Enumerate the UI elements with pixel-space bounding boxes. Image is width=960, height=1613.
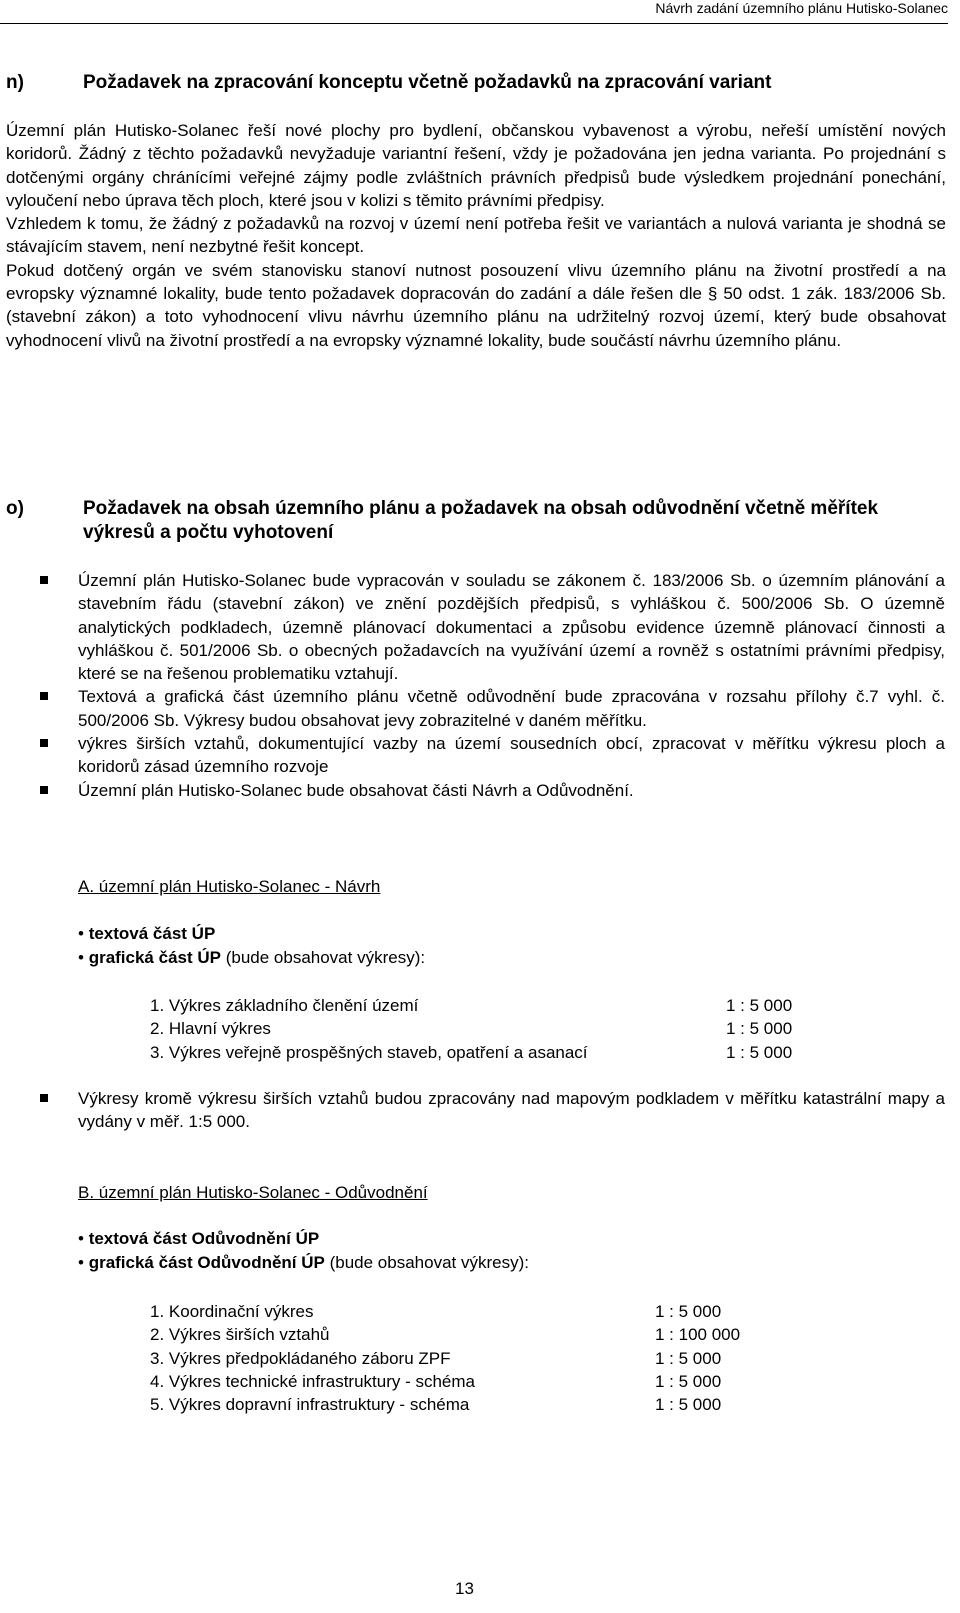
drawing-scale: 1 : 5 000 bbox=[655, 1395, 722, 1415]
list-item: Územní plán Hutisko-Solanec bude vypracován v souladu se zákonem č. 183/2006 Sb. o územním plánování a stavebním řádu (stavební zákon) ve znění pozdějších předpisů, s vyhláškou č. 500/2006 Sb. O územně analytických podkladech, územně plánovací dokumentaci a způsobu evidence územně plánovací činnosti a vyhláškou č. 501/2006 Sb. o obecných požadavcích na využívání území a rovněž s ostatními právními předpisy, které se na řešenou problematiku vztahují. bbox=[40, 569, 945, 685]
requirements-list bbox=[40, 569, 945, 802]
square-bullet-icon bbox=[40, 1094, 48, 1102]
list-item: Výkresy kromě výkresu širších vztahů budou zpracovány nad mapovým podkladem v měřítku katastrální mapy a vydány v měř. 1:5 000. bbox=[40, 1087, 945, 1134]
drawing-scale: 1 : 100 000 bbox=[655, 1325, 741, 1345]
section-n-title: Požadavek na zpracování konceptu včetně požadavků na zpracování variant bbox=[83, 72, 772, 93]
drawing-scale: 1 : 5 000 bbox=[655, 1302, 722, 1321]
section-o-mark: o) bbox=[6, 498, 24, 519]
drawing-name: 2. Výkres širších vztahů bbox=[150, 1325, 330, 1345]
drawing-name: 4. Výkres technické infrastruktury - schéma bbox=[150, 1371, 476, 1391]
table-row bbox=[150, 1370, 740, 1393]
running-header bbox=[0, 0, 948, 24]
drawing-scale: 1 : 5 000 bbox=[655, 1348, 722, 1368]
table-row bbox=[150, 1323, 740, 1346]
section-n-heading bbox=[6, 71, 951, 95]
table-row bbox=[150, 1041, 792, 1064]
paragraph: Územní plán Hutisko-Solanec řeší nové plochy pro bydlení, občanskou vybavenost a výrobu, neřeší umístění nových koridorů. Žádný z těchto požadavků nevyžaduje variantní řešení, vždy je požadována jen jedna varianta. Po projednání s dotčenými orgány chránícími veřejné zájmy podle zvláštních právních předpisů bude výsledkem projednání ponechání, vyloučení nebo úprava těch ploch, které jsou v kolizi s těmito právními předpisy. bbox=[6, 121, 946, 210]
drawing-name: 5. Výkres dopravní infrastruktury - schéma bbox=[150, 1395, 470, 1415]
drawing-name: 2. Hlavní výkres bbox=[150, 1019, 271, 1039]
page-number: 13 bbox=[455, 1579, 474, 1598]
paragraph: Pokud dotčený orgán ve svém stanovisku stanoví nutnost posouzení vlivu územního plánu na životní prostředí a na evropsky významné lokality, bude tento požadavek dopracován do zadání a dále řešen dle § 50 odst. 1 zák. 183/2006 Sb. (stavební zákon) a toto vyhodnocení vlivu návrhu územního plánu na udržitelný rozvoj území, který bude obsahovat vyhodnocení vlivů na životní prostředí a na evropsky významné lokality, bude součástí návrhu územního plánu. bbox=[6, 260, 946, 350]
drawing-scale: 1 : 5 000 bbox=[655, 1371, 722, 1391]
drawing-scale: 1 : 5 000 bbox=[726, 996, 793, 1015]
square-bullet-icon bbox=[40, 739, 48, 747]
table-row bbox=[150, 1393, 740, 1416]
list-item: • textová část Odůvodnění ÚP bbox=[78, 1229, 320, 1248]
drawing-name: 3. Výkres veřejně prospěšných staveb, opatření a asanací bbox=[150, 1042, 588, 1062]
header-title: Návrh zadání územního plánu Hutisko-Solanec bbox=[655, 0, 948, 16]
list-item: Textová a grafická část územního plánu včetně odůvodnění bude zpracována v rozsahu přílohy č.7 vyhl. č. 500/2006 Sb. Výkresy budou obsahovat jevy zobrazitelné v daném měřítku. bbox=[40, 685, 945, 732]
list-item: • grafická část ÚP (bude obsahovat výkresy): bbox=[78, 947, 426, 967]
drawing-scale: 1 : 5 000 bbox=[726, 1019, 793, 1039]
part-a-heading: A. územní plán Hutisko-Solanec - Návrh bbox=[78, 877, 381, 896]
part-b-heading: B. územní plán Hutisko-Solanec - Odůvodnění bbox=[78, 1183, 428, 1202]
drawing-name: 1. Koordinační výkres bbox=[150, 1302, 314, 1321]
list-item: výkres širších vztahů, dokumentující vazby na území sousedních obcí, zpracovat v měřítku výkresu ploch a koridorů zásad územního rozvoje bbox=[40, 732, 945, 779]
section-n-mark: n) bbox=[6, 72, 24, 93]
list-item: Územní plán Hutisko-Solanec bude obsahovat části Návrh a Odůvodnění. bbox=[40, 779, 945, 802]
drawing-name: 3. Výkres předpokládaného záboru ZPF bbox=[150, 1348, 451, 1368]
drawings-note-list bbox=[40, 1087, 945, 1134]
list-item: • grafická část Odůvodnění ÚP (bude obsahovat výkresy): bbox=[78, 1252, 529, 1272]
part-b-contents bbox=[78, 1227, 529, 1274]
part-a-drawings-table bbox=[150, 994, 792, 1064]
table-row bbox=[150, 1347, 740, 1370]
drawing-name: 1. Výkres základního členění území bbox=[150, 996, 419, 1015]
square-bullet-icon bbox=[40, 786, 48, 794]
paragraph: Vzhledem k tomu, že žádný z požadavků na rozvoj v území není potřeba řešit ve variantách a nulová varianta je shodná se stávajícím stavem, není nezbytné řešit koncept. bbox=[6, 214, 946, 257]
square-bullet-icon bbox=[40, 692, 48, 700]
part-a-contents bbox=[78, 922, 425, 969]
square-bullet-icon bbox=[40, 576, 48, 584]
table-row bbox=[150, 1017, 792, 1040]
table-row bbox=[150, 1300, 740, 1323]
list-item: • textová část ÚP bbox=[78, 924, 216, 943]
section-o-heading bbox=[6, 497, 951, 547]
drawing-scale: 1 : 5 000 bbox=[726, 1042, 793, 1062]
part-b-drawings-table bbox=[150, 1300, 740, 1416]
table-row bbox=[150, 994, 792, 1017]
section-n-body bbox=[6, 119, 946, 352]
section-o-title: Požadavek na obsah územního plánu a požadavek na obsah odůvodnění včetně měřítek výkresů a počtu vyhotovení bbox=[83, 498, 879, 543]
